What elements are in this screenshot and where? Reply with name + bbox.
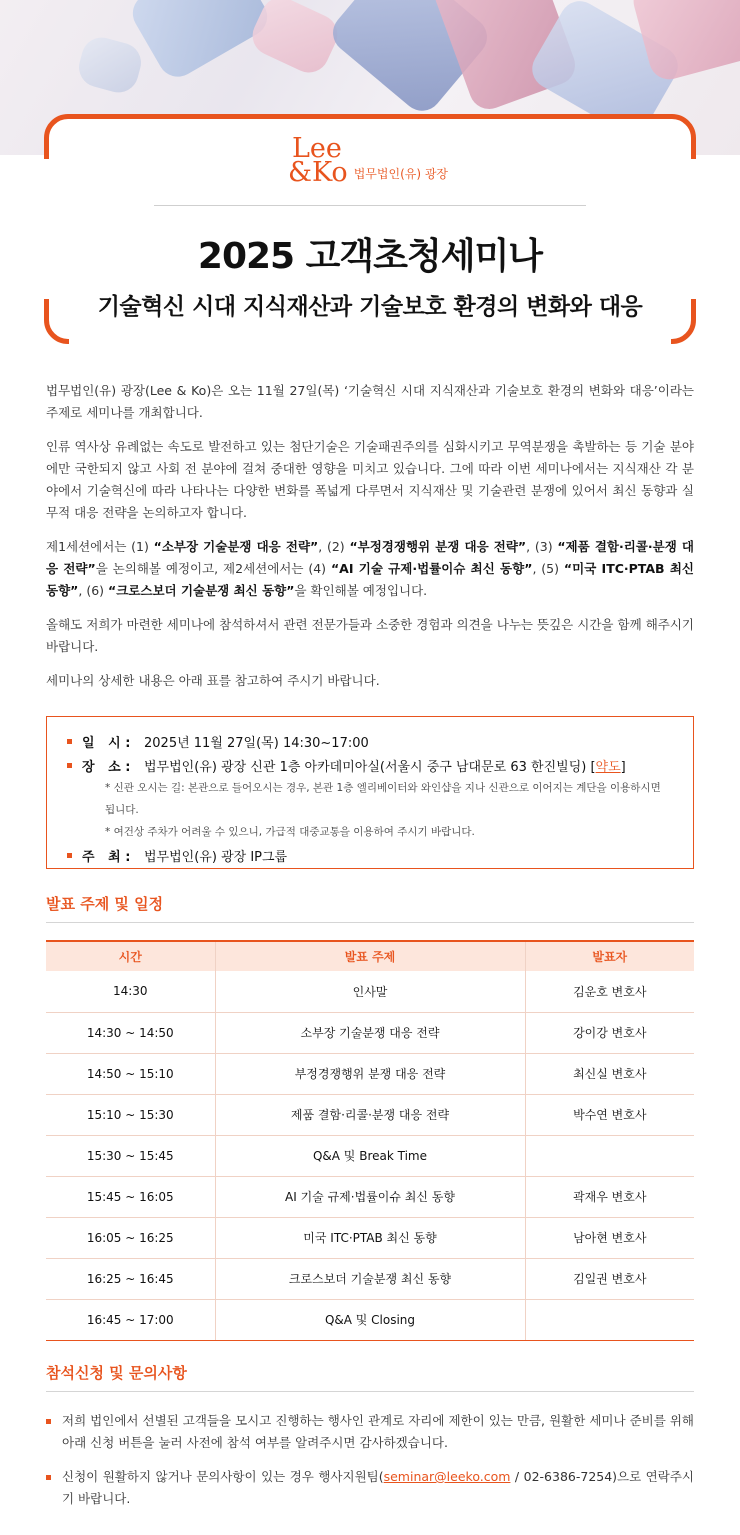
- bullet-icon: [46, 1475, 51, 1480]
- page-title: 2025 고객초청세미나: [197, 236, 543, 277]
- schedule-speaker: 김운호 변호사: [525, 971, 694, 1012]
- info-place-row: 장 소 : 법무법인(유) 광장 신관 1층 아카데미아실(서울시 중구 남대문로 63 한진빌딩) [약도]: [67, 753, 673, 777]
- schedule-speaker: [525, 1135, 694, 1176]
- schedule-heading: 발표 주제 및 일정: [46, 893, 694, 923]
- schedule-time: 16:45 ~ 17:00: [46, 1299, 215, 1340]
- logo-subtitle: 법무법인(유) 광장: [353, 166, 449, 181]
- table-row: [46, 1217, 694, 1258]
- schedule-time: 15:30 ~ 15:45: [46, 1135, 215, 1176]
- email-link[interactable]: seminar@leeko.com: [383, 1469, 511, 1484]
- bullet-icon: [67, 739, 72, 744]
- schedule-topic: 크로스보더 기술분쟁 최신 동향: [215, 1258, 525, 1299]
- info-note-1: * 신관 오시는 길: 본관으로 들어오시는 경우, 본관 1층 엘리베이터와 와인샵을 지나 신관으로 이어지는 계단을 이용하시면 됩니다.: [105, 782, 661, 816]
- schedule-speaker: 박수연 변호사: [525, 1094, 694, 1135]
- schedule-speaker: 남아현 변호사: [525, 1217, 694, 1258]
- contact-list: [46, 1410, 694, 1522]
- intro-paragraph-2: 인류 역사상 유례없는 속도로 발전하고 있는 첨단기술은 기술패권주의를 심화시키고 무역분쟁을 촉발하는 등 기술 분야에만 국한되지 않고 사회 전 분야에 걸쳐 중대한 영향을 미치고 있습니다. 그에 따라 이번 세미나에서는 지식재산 각 분야에서 기술혁신에 따라 나타나는 다양한 변화를 폭넓게 다루면서 지식재산 및 기술관련 분쟁에 있어서 최신 동향과 실무적 대응 전략을 논의하고자 합니다.: [46, 439, 694, 520]
- contact-item-2: 신청이 원활하지 않거나 문의사항이 있는 경우 행사지원팀(seminar@leeko.com / 02-6386-7254)으로 연락주시기 바랍니다.: [46, 1466, 694, 1510]
- schedule-column-header: 발표자: [525, 941, 694, 971]
- schedule-speaker: 곽재우 변호사: [525, 1176, 694, 1217]
- schedule-topic: Q&A 및 Break Time: [215, 1135, 525, 1176]
- intro-paragraph-1: 법무법인(유) 광장(Lee & Ko)은 오는 11월 27일(목) ‘기술혁신 시대 지식재산과 기술보호 환경의 변화와 대응’이라는 주제로 세미나를 개최합니다.: [46, 383, 694, 420]
- table-row: [46, 1299, 694, 1340]
- intro-paragraph-3: 제1세션에서는 (1) “소부장 기술분쟁 대응 전략”, (2) “부정경쟁행위 분쟁 대응 전략”, (3) “제품 결함·리콜·분쟁 대응 전략”을 논의해볼 예정이고, 제2세션에서는 (4) “AI 기술 규제·법률이슈 최신 동향”, (5) “미국 ITC·PTAB 최신 동향”, (6) “크로스보더 기술분쟁 최신 동향”을 확인해볼 예정입니다.: [46, 539, 694, 598]
- contact-item-1: 저희 법인에서 선별된 고객들을 모시고 진행하는 행사인 관계로 자리에 제한이 있는 만큼, 원활한 세미나 준비를 위해 아래 신청 버튼을 눌러 사전에 참석 여부를 알려주시면 감사하겠습니다.: [46, 1410, 694, 1454]
- info-note-2: * 여건상 주차가 어려울 수 있으니, 가급적 대중교통을 이용하여 주시기 바랍니다.: [105, 826, 475, 838]
- table-row: [46, 1094, 694, 1135]
- intro-text: [46, 380, 694, 704]
- event-info-box: [46, 716, 694, 869]
- schedule-topic: 제품 결함·리콜·분쟁 대응 전략: [215, 1094, 525, 1135]
- schedule-table: [46, 940, 694, 1341]
- schedule-topic: AI 기술 규제·법률이슈 최신 동향: [215, 1176, 525, 1217]
- schedule-column-header: 발표 주제: [215, 941, 525, 971]
- table-row: [46, 1176, 694, 1217]
- header-divider: [154, 205, 586, 206]
- bullet-icon: [46, 1419, 51, 1424]
- info-host-row: 주 최 : 법무법인(유) 광장 IP그룹: [67, 843, 673, 867]
- table-row: [46, 1135, 694, 1176]
- schedule-time: 14:30 ~ 14:50: [46, 1012, 215, 1053]
- schedule-topic: 소부장 기술분쟁 대응 전략: [215, 1012, 525, 1053]
- intro-paragraph-4: 올해도 저희가 마련한 세미나에 참석하셔서 관련 전문가들과 소중한 경험과 의견을 나누는 뜻깊은 시간을 함께 해주시기 바랍니다.: [46, 617, 694, 654]
- schedule-time: 15:45 ~ 16:05: [46, 1176, 215, 1217]
- schedule-time: 14:50 ~ 15:10: [46, 1053, 215, 1094]
- page-subtitle: 기술혁신 시대 지식재산과 기술보호 환경의 변화와 대응: [97, 294, 643, 320]
- intro-paragraph-5: 세미나의 상세한 내용은 아래 표를 참고하여 주시기 바랍니다.: [46, 673, 380, 688]
- schedule-speaker: 김일권 변호사: [525, 1258, 694, 1299]
- table-row: [46, 1012, 694, 1053]
- schedule-time: 16:25 ~ 16:45: [46, 1258, 215, 1299]
- table-row: [46, 1053, 694, 1094]
- table-row: [46, 971, 694, 1012]
- bullet-icon: [67, 763, 72, 768]
- schedule-speaker: 강이강 변호사: [525, 1012, 694, 1053]
- schedule-time: 16:05 ~ 16:25: [46, 1217, 215, 1258]
- table-row: [46, 1258, 694, 1299]
- schedule-speaker: [525, 1299, 694, 1340]
- schedule-topic: 인사말: [215, 971, 525, 1012]
- schedule-time: 15:10 ~ 15:30: [46, 1094, 215, 1135]
- schedule-speaker: 최신실 변호사: [525, 1053, 694, 1094]
- schedule-topic: Q&A 및 Closing: [215, 1299, 525, 1340]
- map-link[interactable]: 약도: [595, 759, 621, 775]
- schedule-topic: 부정경쟁행위 분쟁 대응 전략: [215, 1053, 525, 1094]
- bullet-icon: [67, 853, 72, 858]
- schedule-time: 14:30: [46, 971, 215, 1012]
- schedule-column-header: 시간: [46, 941, 215, 971]
- firm-logo: [0, 133, 740, 189]
- info-date-row: 일 시 : 2025년 11월 27일(목) 14:30~17:00: [67, 729, 673, 753]
- logo-mark: Lee &Ko: [287, 133, 348, 189]
- contact-heading: 참석신청 및 문의사항: [46, 1362, 694, 1392]
- schedule-topic: 미국 ITC·PTAB 최신 동향: [215, 1217, 525, 1258]
